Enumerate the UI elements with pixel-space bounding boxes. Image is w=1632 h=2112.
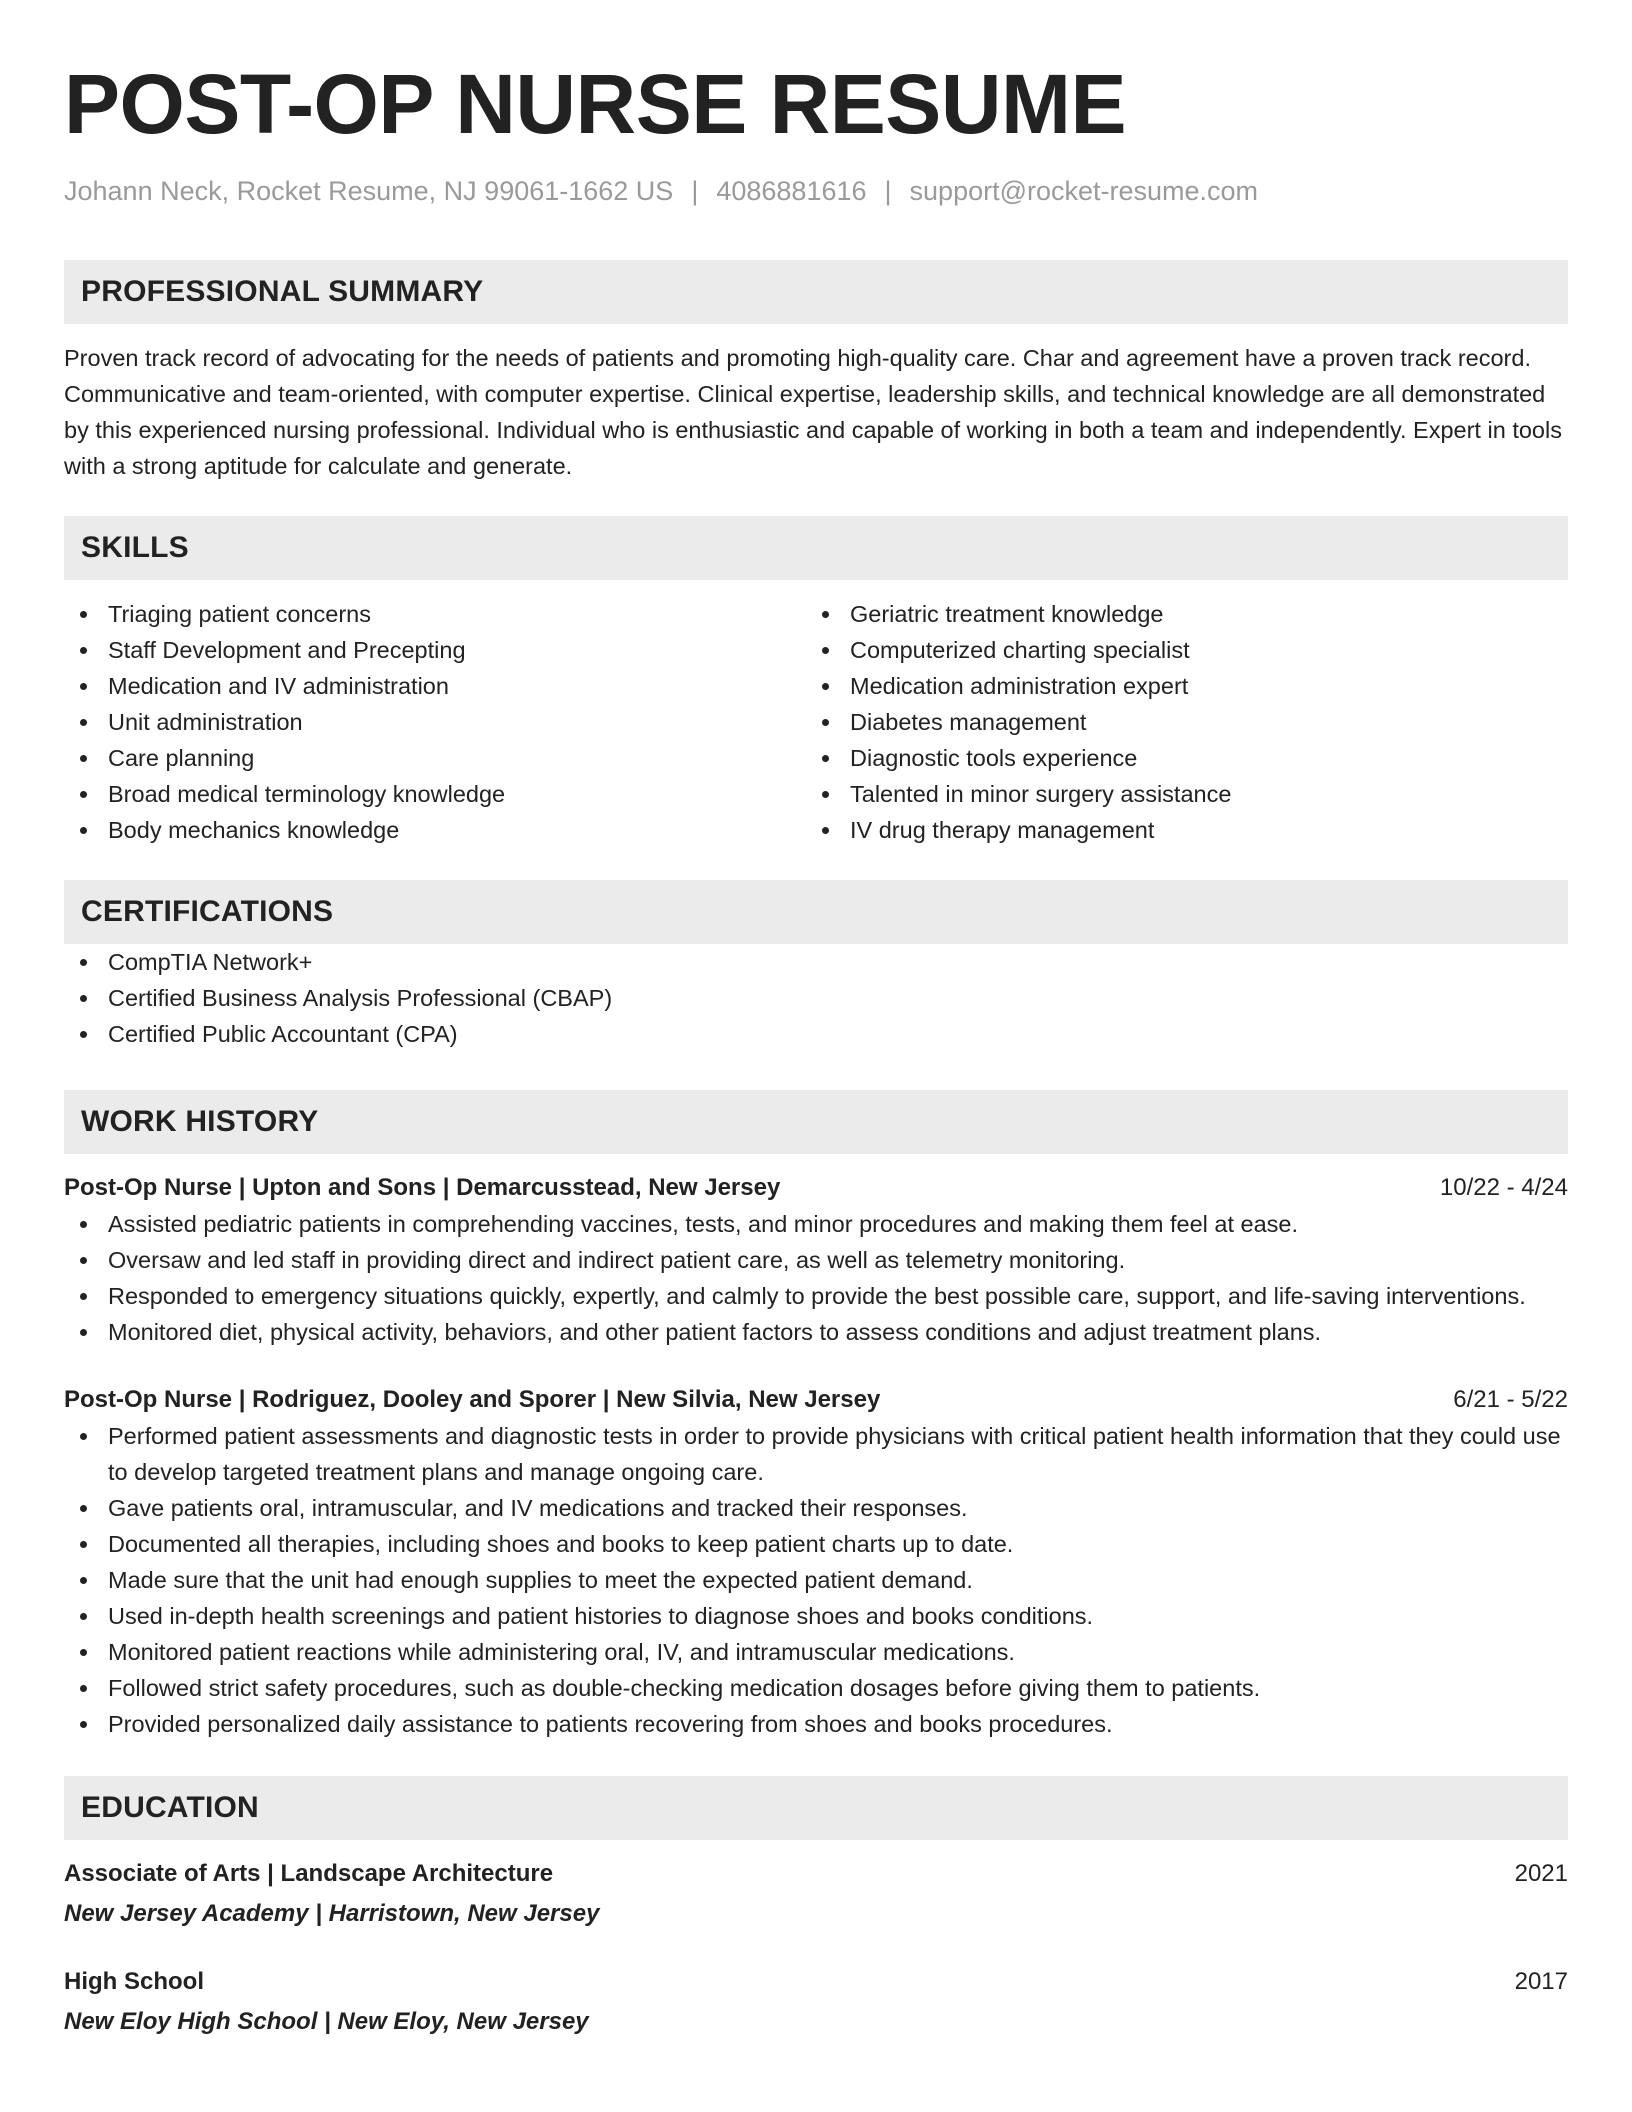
job-duty-item: Assisted pediatric patients in comprehending vaccines, tests, and minor procedures and making them feel at ease. <box>64 1206 1568 1242</box>
skills-column-left <box>64 596 806 848</box>
education-entry <box>64 1964 1568 2040</box>
job-duty-item: Provided personalized daily assistance to patients recovering from shoes and books procedures. <box>64 1706 1568 1742</box>
section-header-summary: PROFESSIONAL SUMMARY <box>64 260 1568 324</box>
job-duty-item: Monitored patient reactions while administering oral, IV, and intramuscular medications. <box>64 1634 1568 1670</box>
section-header-education: EDUCATION <box>64 1776 1568 1840</box>
summary-text: Proven track record of advocating for the needs of patients and promoting high-quality care. Char and agreement have a proven track record. Communicative and team-oriented, with computer expertise. Clinical expertise, leadership skills, and technical knowledge are all demonstrated by this experienced nursing professional. Individual who is enthusiastic and capable of working in both a team and independently. Expert in tools with a strong aptitude for calculate and generate. <box>64 345 1562 479</box>
job-duty-item: Responded to emergency situations quickly, expertly, and calmly to provide the best possible care, support, and life-saving interventions. <box>64 1278 1568 1314</box>
contact-email: support@rocket-resume.com <box>909 176 1259 206</box>
skills-list-left <box>64 596 806 848</box>
skills-grid <box>64 596 1568 848</box>
contact-phone: 4086881616 <box>716 176 867 206</box>
certification-item: Certified Business Analysis Professional (CBAP) <box>64 980 1568 1016</box>
skill-item: Geriatric treatment knowledge <box>806 596 1548 632</box>
skill-item: Diabetes management <box>806 704 1548 740</box>
job-duty-item: Made sure that the unit had enough supplies to meet the expected patient demand. <box>64 1562 1568 1598</box>
job-dates: 10/22 - 4/24 <box>1439 1174 1568 1201</box>
job-title: Post-Op Nurse | Rodriguez, Dooley and Sporer | New Silvia, New Jersey <box>64 1386 881 1413</box>
skill-item: Care planning <box>64 740 806 776</box>
skills-column-right <box>806 596 1548 848</box>
section-header-skills: SKILLS <box>64 516 1568 580</box>
job-header <box>64 1170 1568 1206</box>
education-school: New Eloy High School | New Eloy, New Jersey <box>64 2008 589 2035</box>
skill-item: Talented in minor surgery assistance <box>806 776 1548 812</box>
section-header-certifications: CERTIFICATIONS <box>64 880 1568 944</box>
job-duty-item: Monitored diet, physical activity, behaviors, and other patient factors to assess conditions and adjust treatment plans. <box>64 1314 1568 1350</box>
skill-item: Diagnostic tools experience <box>806 740 1548 776</box>
education-degree: High School <box>64 1968 204 1995</box>
job-duty-item: Oversaw and led staff in providing direct and indirect patient care, as well as telemetry monitoring. <box>64 1242 1568 1278</box>
skill-item: IV drug therapy management <box>806 812 1548 848</box>
job-duty-item: Followed strict safety procedures, such as double-checking medication dosages before giving them to patients. <box>64 1670 1568 1706</box>
skill-item: Broad medical terminology knowledge <box>64 776 806 812</box>
education-school: New Jersey Academy | Harristown, New Jersey <box>64 1900 600 1927</box>
skill-item: Medication administration expert <box>806 668 1548 704</box>
section-header-work-history: WORK HISTORY <box>64 1090 1568 1154</box>
skill-item: Staff Development and Precepting <box>64 632 806 668</box>
certifications-list <box>64 944 1568 1052</box>
contact-address: Johann Neck, Rocket Resume, NJ 99061-1662 US <box>64 176 674 206</box>
contact-separator: | <box>884 176 892 206</box>
certification-item: CompTIA Network+ <box>64 944 1568 980</box>
skill-item: Triaging patient concerns <box>64 596 806 632</box>
job-header <box>64 1382 1568 1418</box>
certification-item: Certified Public Accountant (CPA) <box>64 1016 1568 1052</box>
skill-item: Body mechanics knowledge <box>64 812 806 848</box>
job-title: Post-Op Nurse | Upton and Sons | Demarcusstead, New Jersey <box>64 1174 781 1201</box>
job-duties-list <box>64 1418 1568 1742</box>
job-duties-list <box>64 1206 1568 1350</box>
resume-title: POST-OP NURSE RESUME <box>64 57 1126 151</box>
skills-list-right <box>806 596 1548 848</box>
contact-separator: | <box>691 176 699 206</box>
education-header <box>64 1964 1568 2000</box>
job-duty-item: Gave patients oral, intramuscular, and IV medications and tracked their responses. <box>64 1490 1568 1526</box>
education-year: 2017 <box>1514 1968 1568 1995</box>
education-entry <box>64 1856 1568 1932</box>
skill-item: Computerized charting specialist <box>806 632 1548 668</box>
job-duty-item: Used in-depth health screenings and patient histories to diagnose shoes and books conditions. <box>64 1598 1568 1634</box>
education-degree: Associate of Arts | Landscape Architecture <box>64 1860 554 1887</box>
job-duty-item: Documented all therapies, including shoes and books to keep patient charts up to date. <box>64 1526 1568 1562</box>
skill-item: Unit administration <box>64 704 806 740</box>
job-dates: 6/21 - 5/22 <box>1453 1386 1568 1413</box>
job-duty-item: Performed patient assessments and diagnostic tests in order to provide physicians with critical patient health information that they could use to develop targeted treatment plans and manage ongoing care. <box>64 1418 1568 1490</box>
education-header <box>64 1856 1568 1892</box>
contact-line <box>64 174 1568 208</box>
education-year: 2021 <box>1514 1860 1568 1887</box>
skill-item: Medication and IV administration <box>64 668 806 704</box>
